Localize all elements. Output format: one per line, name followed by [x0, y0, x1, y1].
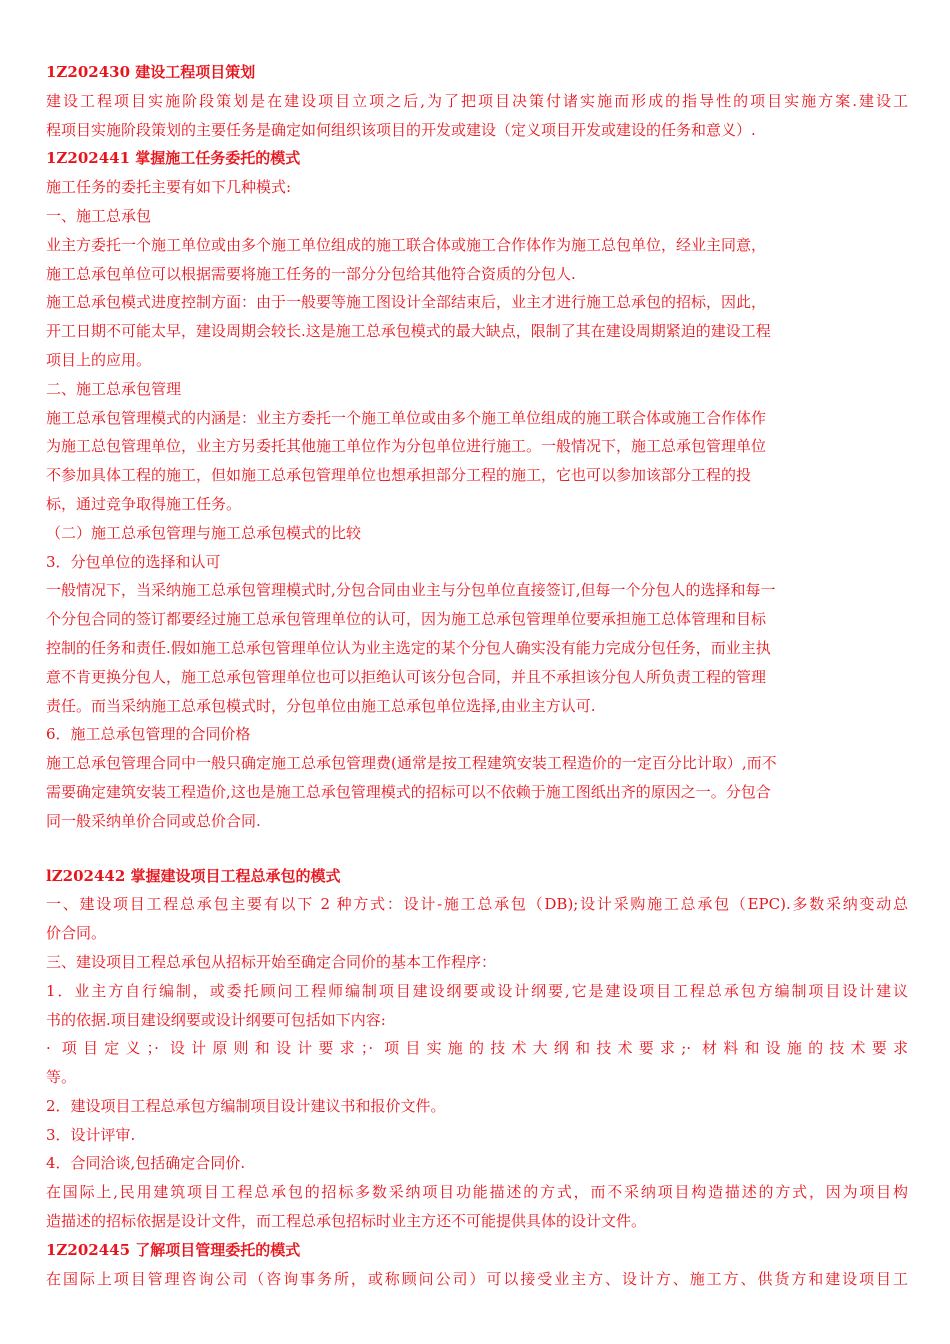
section-heading: 1Z202430 建设工程项目策划 — [46, 63, 256, 81]
paragraph-line: 3．设计评审. — [46, 1125, 136, 1144]
paragraph-line: 一般情况下，当采纳施工总承包管理模式时,分包合同由业主与分包单位直接签订,但每一个分包人的选择和每一 — [46, 581, 776, 600]
subheading-line: 3．分包单位的选择和认可 — [46, 552, 221, 571]
section-heading: 1Z202445 了解项目管理委托的模式 — [46, 1240, 301, 1259]
section-gap — [46, 836, 908, 862]
paragraph-line: 控制的任务和责任.假如施工总承包管理单位认为业主选定的某个分包人确实没有能力完成分包任务，而业主执 — [46, 638, 771, 657]
subheading-line: 二、施工总承包管理 — [46, 379, 182, 398]
paragraph-line: 意不肯更换分包人，施工总承包管理单位也可以拒绝认可该分包合同，并且不承担该分包人所负责工程的管理 — [46, 667, 767, 686]
paragraph-line: 在国际上项目管理咨询公司（咨询事务所，或称顾问公司）可以接受业主方、设计方、施工方、供货方和建设项目工 — [46, 1269, 908, 1288]
paragraph-line: 不参加具体工程的施工，但如施工总承包管理单位也想承担部分工程的施工，它也可以参加该部分工程的投 — [46, 466, 752, 485]
paragraph-line: · 项目定义；· 设计原则和设计要求；· 项目实施的技术大纲和技术要求;· 材料和设施的技术要求 — [46, 1039, 908, 1058]
paragraph-line: 施工总承包模式进度控制方面：由于一般要等施工图设计全部结束后，业主才进行施工总承包的招标，因此， — [46, 293, 767, 312]
paragraph-line: 等。 — [46, 1068, 77, 1087]
paragraph-line: 施工总承包管理模式的内涵是：业主方委托一个施工单位或由多个施工单位组成的施工联合体或施工合作体作 — [46, 408, 767, 427]
subheading-line: 三、建设项目工程总承包从招标开始至确定合同价的基本工作程序： — [46, 952, 497, 971]
paragraph-line: 标，通过竞争取得施工任务。 — [46, 494, 242, 513]
paragraph-line: 责任。而当采纳施工总承包模式时，分包单位由施工总承包单位选择,由业主方认可. — [46, 696, 596, 715]
paragraph-line: 施工任务的委托主要有如下几种模式: — [46, 178, 292, 197]
paragraph-line: 价合同。 — [46, 924, 107, 943]
paragraph-line: 开工日期不可能太早，建设周期会较长.这是施工总承包模式的最大缺点，限制了其在建设周期紧迫的建设工程 — [46, 322, 771, 341]
paragraph-line: 同一般采纳单价合同或总价合同. — [46, 811, 261, 830]
paragraph-line: 4．合同洽谈,包括确定合同价. — [46, 1154, 246, 1173]
paragraph-line: 2．建设项目工程总承包方编制项目设计建议书和报价文件。 — [46, 1096, 446, 1115]
paragraph-line: 为施工总包管理单位，业主方另委托其他施工单位作为分包单位进行施工。一般情况下，施工总承包管理单位 — [46, 437, 767, 456]
paragraph-line: 施工总承包单位可以根据需要将施工任务的一部分分包给其他符合资质的分包人. — [46, 264, 576, 283]
paragraph-line: 在国际上,民用建筑项目工程总承包的招标多数采纳项目功能描述的方式，而不采纳项目构造描述的方式，因为项目构 — [46, 1183, 908, 1202]
paragraph-line: 一、建设项目工程总承包主要有以下 2 种方式：设计-施工总承包（DB);设计采购施工总承包（EPC).多数采纳变动总 — [46, 895, 908, 914]
paragraph-line: 1．业主方自行编制，或委托顾问工程师编制项目建设纲要或设计纲要,它是建设项目工程总承包方编制项目设计建议 — [46, 981, 908, 1000]
paragraph-line: 造描述的招标依据是设计文件，而工程总承包招标时业主方还不可能提供具体的设计文件。 — [46, 1212, 647, 1231]
document-page — [46, 58, 908, 1293]
paragraph-line: 建设工程项目实施阶段策划是在建设项目立项之后,为了把项目决策付诸实施而形成的指导性的项目实施方案.建设工 — [46, 91, 908, 110]
paragraph-line: 程项目实施阶段策划的主要任务是确定如何组织该项目的开发或建设（定义项目开发或建设的任务和意义）. — [46, 120, 756, 139]
paragraph-line: 需要确定建筑安装工程造价,这也是施工总承包管理模式的招标可以不依赖于施工图纸出齐的原因之一。分包合 — [46, 782, 771, 801]
paragraph-line: 施工总承包管理合同中一般只确定施工总承包管理费(通常是按工程建筑安装工程造价的一定百分比计取）,而不 — [46, 754, 777, 773]
section-heading: 1Z202441 掌握施工任务委托的模式 — [46, 149, 301, 168]
subheading-line: 一、施工总承包 — [46, 206, 152, 225]
subheading-line: （二）施工总承包管理与施工总承包模式的比较 — [46, 523, 362, 542]
paragraph-line: 项目上的应用。 — [46, 350, 152, 369]
section-heading: lZ202442 掌握建设项目工程总承包的模式 — [46, 866, 341, 885]
subheading-line: 6．施工总承包管理的合同价格 — [46, 725, 251, 744]
paragraph-line: 个分包合同的签订都要经过施工总承包管理单位的认可，因为施工总承包管理单位要承担施工总体管理和目标 — [46, 610, 767, 629]
paragraph-line: 书的依据.项目建设纲要或设计纲要可包括如下内容: — [46, 1010, 386, 1029]
paragraph-line: 业主方委托一个施工单位或由多个施工单位组成的施工联合体或施工合作体作为施工总包单位，经业主同意， — [46, 235, 767, 254]
